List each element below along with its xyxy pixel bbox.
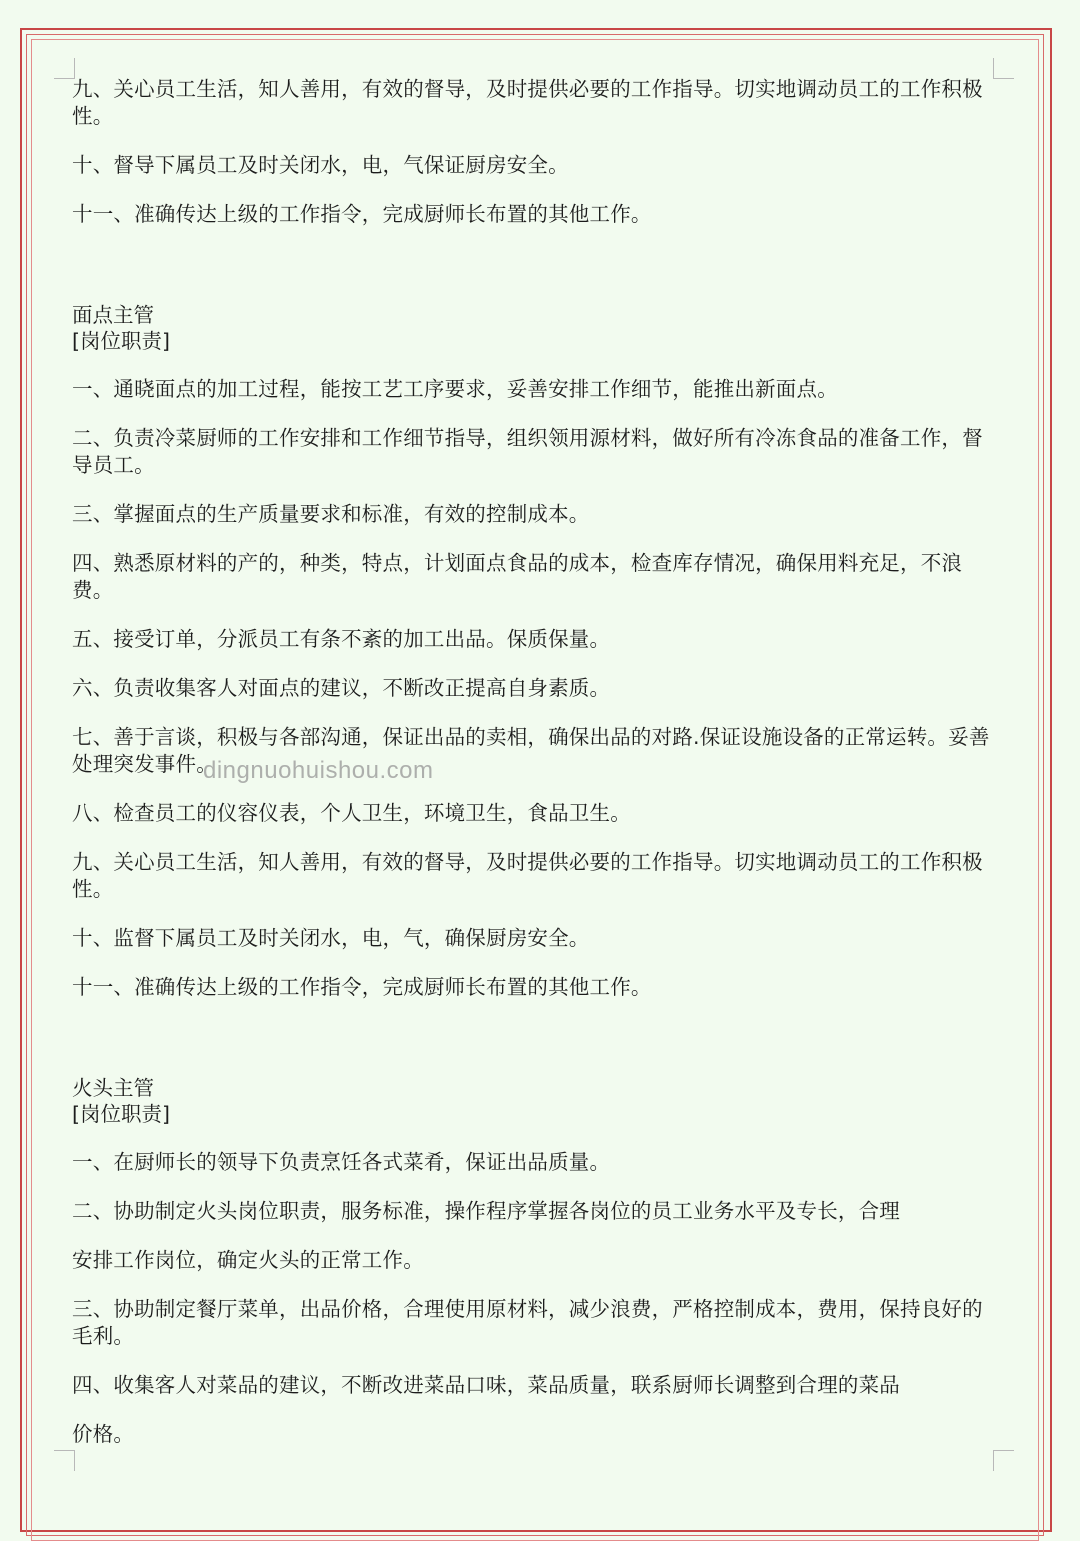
list-item: 三、协助制定餐厅菜单，出品价格，合理使用原材料，减少浪费，严格控制成本，费用，保持良好的毛利。 <box>72 1297 983 1348</box>
list-item: 七、善于言谈，积极与各部沟通，保证出品的卖相，确保出品的对路.保证设施设备的正常运转。妥善处理突发事件。 <box>72 725 990 776</box>
list-item: 九、关心员工生活，知人善用，有效的督导，及时提供必要的工作指导。切实地调动员工的工作积极性。 <box>72 850 983 901</box>
document-body <box>72 76 994 1470</box>
crop-mark-top-right <box>993 58 1014 79</box>
crop-mark-bottom-right <box>993 1450 1014 1471</box>
section-pastry-supervisor <box>72 302 994 1001</box>
list-item: 五、接受订单，分派员工有条不紊的加工出品。保质保量。 <box>72 627 611 651</box>
watermark-text: dingnuohuishou.com <box>203 757 434 784</box>
section-subtitle: [岗位职责] <box>72 1102 170 1126</box>
list-item: 六、负责收集客人对面点的建议，不断改正提高自身素质。 <box>72 676 611 700</box>
list-item: 二、负责冷菜厨师的工作安排和工作细节指导，组织领用源材料，做好所有冷冻食品的准备工作，督导员工。 <box>72 426 983 477</box>
list-item: 十一、准确传达上级的工作指令，完成厨师长布置的其他工作。 <box>72 975 652 999</box>
list-item: 三、掌握面点的生产质量要求和标准，有效的控制成本。 <box>72 502 590 526</box>
list-item: 八、检查员工的仪容仪表，个人卫生，环境卫生，食品卫生。 <box>72 801 631 825</box>
section-title: 面点主管 <box>72 303 154 327</box>
section-title: 火头主管 <box>72 1076 154 1100</box>
section-wok-supervisor <box>72 1075 994 1448</box>
list-item: 四、熟悉原材料的产的，种类，特点，计划面点食品的成本，检查库存情况，确保用料充足，不浪费。 <box>72 551 963 602</box>
list-item: 安排工作岗位，确定火头的正常工作。 <box>72 1248 424 1272</box>
list-item: 二、协助制定火头岗位职责，服务标准，操作程序掌握各岗位的员工业务水平及专长，合理 <box>72 1199 900 1223</box>
section-subtitle: [岗位职责] <box>72 329 170 353</box>
list-item: 一、在厨师长的领导下负责烹饪各式菜肴，保证出品质量。 <box>72 1150 611 1174</box>
section-continued <box>72 76 994 228</box>
list-item: 十一、准确传达上级的工作指令，完成厨师长布置的其他工作。 <box>72 202 652 226</box>
list-item: 价格。 <box>72 1422 135 1446</box>
list-item: 四、收集客人对菜品的建议，不断改进菜品口味，菜品质量，联系厨师长调整到合理的菜品 <box>72 1373 900 1397</box>
list-item: 十、监督下属员工及时关闭水，电，气，确保厨房安全。 <box>72 926 590 950</box>
list-item: 十、督导下属员工及时关闭水，电，气保证厨房安全。 <box>72 153 569 177</box>
list-item: 一、通晓面点的加工过程，能按工艺工序要求，妥善安排工作细节，能推出新面点。 <box>72 377 838 401</box>
list-item: 九、关心员工生活，知人善用，有效的督导，及时提供必要的工作指导。切实地调动员工的工作积极性。 <box>72 77 983 128</box>
